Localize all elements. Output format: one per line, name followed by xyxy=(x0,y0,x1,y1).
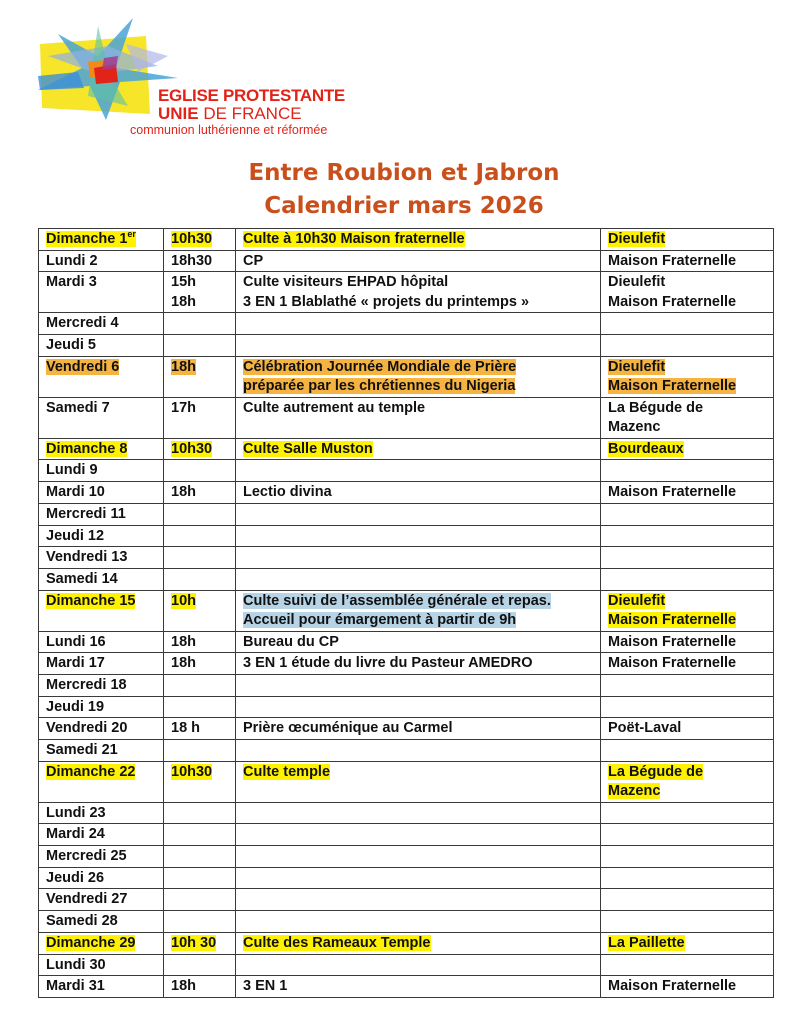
day-text: Lundi 30 xyxy=(46,956,106,973)
day-cell xyxy=(39,846,164,868)
time-cell-text: 18 h xyxy=(171,720,201,737)
time-cell-text: 17h xyxy=(171,399,196,416)
place-cell xyxy=(601,674,774,696)
time-cell-text: 10h xyxy=(171,592,196,609)
day-label xyxy=(46,274,97,290)
time-cell xyxy=(164,356,236,397)
day-label xyxy=(46,870,104,886)
day-label xyxy=(46,742,118,758)
day-label xyxy=(46,677,127,693)
day-cell xyxy=(39,482,164,504)
day-cell xyxy=(39,356,164,397)
time-cell-text: 10h30 xyxy=(171,440,213,457)
calendar-row xyxy=(39,954,774,976)
day-cell xyxy=(39,824,164,846)
day-text: Lundi 23 xyxy=(46,804,106,821)
place-cell-text: Mazenc xyxy=(608,419,661,436)
time-cell xyxy=(164,568,236,590)
time-cell xyxy=(164,653,236,675)
place-cell xyxy=(601,631,774,653)
calendar-row xyxy=(39,313,774,335)
place-cell xyxy=(601,889,774,911)
logo-line-2-rest: DE FRANCE xyxy=(198,104,302,123)
day-cell xyxy=(39,438,164,460)
event-cell xyxy=(236,696,601,718)
time-cell xyxy=(164,525,236,547)
day-cell xyxy=(39,802,164,824)
day-label xyxy=(46,484,105,500)
time-cell xyxy=(164,696,236,718)
event-cell-text: Culte à 10h30 Maison fraternelle xyxy=(243,231,465,247)
place-cell xyxy=(601,976,774,998)
time-cell xyxy=(164,460,236,482)
time-cell xyxy=(164,229,236,251)
calendar-row xyxy=(39,846,774,868)
time-cell-text: 18h xyxy=(171,293,196,310)
day-cell xyxy=(39,568,164,590)
title-line-2: Calendrier mars 2026 xyxy=(264,193,544,219)
event-cell xyxy=(236,335,601,357)
time-cell xyxy=(164,889,236,911)
calendar-row xyxy=(39,696,774,718)
day-cell xyxy=(39,229,164,251)
place-cell-text: La Bégude de xyxy=(608,763,704,780)
calendar-row xyxy=(39,824,774,846)
calendar-row xyxy=(39,911,774,933)
day-text: Mercredi 18 xyxy=(46,676,127,693)
place-cell-text: Maison Fraternelle xyxy=(608,484,737,501)
calendar-row xyxy=(39,525,774,547)
title-line-1: Entre Roubion et Jabron xyxy=(248,160,560,186)
calendar-row xyxy=(39,976,774,998)
day-label xyxy=(46,720,127,736)
place-cell xyxy=(601,460,774,482)
place-cell xyxy=(601,547,774,569)
event-cell-text: Célébration Journée Mondiale de Prière xyxy=(243,358,517,375)
time-cell xyxy=(164,631,236,653)
calendar-row xyxy=(39,438,774,460)
time-cell xyxy=(164,867,236,889)
place-cell xyxy=(601,503,774,525)
day-label xyxy=(46,400,110,416)
place-cell xyxy=(601,590,774,631)
event-cell xyxy=(236,482,601,504)
day-cell xyxy=(39,976,164,998)
calendar-row xyxy=(39,740,774,762)
day-text: Samedi 21 xyxy=(46,742,118,758)
place-cell-text: Maison Fraternelle xyxy=(608,978,737,995)
day-text: Mardi 31 xyxy=(46,978,105,995)
day-cell xyxy=(39,718,164,740)
time-cell-text: 18h xyxy=(171,655,196,672)
time-cell xyxy=(164,482,236,504)
event-cell-text: Lectio divina xyxy=(243,484,332,501)
day-cell xyxy=(39,335,164,357)
day-text: Dimanche 8 xyxy=(46,440,128,457)
place-cell-text: Dieulefit xyxy=(608,274,666,291)
calendar-row xyxy=(39,802,774,824)
time-cell-text: 18h xyxy=(171,978,196,995)
day-cell xyxy=(39,590,164,631)
time-cell xyxy=(164,503,236,525)
time-cell xyxy=(164,932,236,954)
day-label xyxy=(46,549,127,565)
calendar-row xyxy=(39,718,774,740)
calendar-row xyxy=(39,932,774,954)
day-text: Mercredi 4 xyxy=(46,315,119,332)
event-cell xyxy=(236,846,601,868)
event-cell-text: Culte temple xyxy=(243,763,331,780)
event-cell-text: Culte Salle Muston xyxy=(243,440,373,457)
event-cell xyxy=(236,718,601,740)
calendar-row xyxy=(39,889,774,911)
place-cell xyxy=(601,911,774,933)
day-text: Vendredi 13 xyxy=(46,549,128,566)
calendar-row xyxy=(39,631,774,653)
time-cell xyxy=(164,824,236,846)
place-cell-text: Dieulefit xyxy=(608,231,666,247)
place-cell xyxy=(601,718,774,740)
event-cell-text: Accueil pour émargement à partir de 9h xyxy=(243,612,517,629)
day-text: Lundi 16 xyxy=(46,633,106,650)
time-cell xyxy=(164,911,236,933)
calendar-row xyxy=(39,653,774,675)
place-cell-text: Dieulefit xyxy=(608,592,666,609)
event-cell xyxy=(236,272,601,313)
place-cell xyxy=(601,846,774,868)
event-cell xyxy=(236,568,601,590)
day-label xyxy=(46,655,105,671)
place-cell xyxy=(601,397,774,438)
time-cell xyxy=(164,954,236,976)
event-cell xyxy=(236,932,601,954)
day-text: Mardi 10 xyxy=(46,484,105,501)
logo-line-2-bold: UNIE xyxy=(158,104,199,123)
day-label xyxy=(46,891,127,907)
time-cell xyxy=(164,335,236,357)
event-cell xyxy=(236,250,601,272)
day-label xyxy=(46,359,119,375)
event-cell xyxy=(236,503,601,525)
time-cell-text: 18h xyxy=(171,358,196,375)
event-cell xyxy=(236,867,601,889)
place-cell xyxy=(601,824,774,846)
time-cell-text: 10h30 xyxy=(171,231,213,247)
place-cell-text: Bourdeaux xyxy=(608,440,684,457)
calendar-row xyxy=(39,547,774,569)
day-ordinal: er xyxy=(127,229,136,239)
day-label xyxy=(46,506,126,522)
day-text: Jeudi 5 xyxy=(46,337,96,354)
day-label xyxy=(46,764,135,780)
logo-line-1: EGLISE PROTESTANTE xyxy=(158,86,345,105)
day-label xyxy=(46,315,119,331)
event-cell xyxy=(236,802,601,824)
time-cell xyxy=(164,313,236,335)
event-cell xyxy=(236,313,601,335)
place-cell-text: Maison Fraternelle xyxy=(608,655,737,672)
day-label xyxy=(46,957,106,973)
event-cell-text: 3 EN 1 xyxy=(243,978,288,995)
day-cell xyxy=(39,653,164,675)
day-label xyxy=(46,805,106,821)
event-cell xyxy=(236,525,601,547)
place-cell xyxy=(601,335,774,357)
place-cell xyxy=(601,696,774,718)
time-cell xyxy=(164,674,236,696)
place-cell xyxy=(601,932,774,954)
day-text: Lundi 2 xyxy=(46,252,98,269)
day-cell xyxy=(39,954,164,976)
event-cell-text: 3 EN 1 étude du livre du Pasteur AMEDRO xyxy=(243,655,533,672)
day-text: Dimanche 1 xyxy=(46,231,128,247)
place-cell xyxy=(601,802,774,824)
event-cell xyxy=(236,397,601,438)
place-cell xyxy=(601,272,774,313)
time-cell-text: 10h 30 xyxy=(171,934,217,951)
time-cell-text: 18h xyxy=(171,484,196,501)
day-cell xyxy=(39,250,164,272)
event-cell xyxy=(236,954,601,976)
event-cell-text: Culte des Rameaux Temple xyxy=(243,934,431,951)
day-label xyxy=(46,913,118,929)
event-cell xyxy=(236,229,601,251)
calendar-row xyxy=(39,397,774,438)
event-cell-text: Prière œcuménique au Carmel xyxy=(243,720,453,737)
event-cell-text: Culte suivi de l’assemblée générale et repas. xyxy=(243,592,551,609)
day-cell xyxy=(39,397,164,438)
place-cell-text: La Paillette xyxy=(608,934,685,951)
logo-line-2 xyxy=(158,105,345,123)
day-cell xyxy=(39,503,164,525)
event-cell xyxy=(236,356,601,397)
day-label xyxy=(46,848,127,864)
event-cell xyxy=(236,653,601,675)
event-cell xyxy=(236,761,601,802)
event-cell-text: 3 EN 1 Blablathé « projets du printemps » xyxy=(243,293,530,310)
day-label xyxy=(46,978,105,994)
event-cell-text: préparée par les chrétiennes du Nigeria xyxy=(243,378,516,395)
event-cell xyxy=(236,740,601,762)
calendar-row xyxy=(39,460,774,482)
place-cell xyxy=(601,568,774,590)
day-text: Vendredi 27 xyxy=(46,891,128,908)
event-cell-text: CP xyxy=(243,252,264,269)
day-cell xyxy=(39,547,164,569)
calendar-row xyxy=(39,482,774,504)
day-label xyxy=(46,571,118,587)
calendar-row xyxy=(39,335,774,357)
place-cell xyxy=(601,356,774,397)
day-cell xyxy=(39,696,164,718)
day-label xyxy=(46,253,98,269)
place-cell xyxy=(601,438,774,460)
calendar-row xyxy=(39,229,774,251)
day-cell xyxy=(39,674,164,696)
time-cell xyxy=(164,438,236,460)
time-cell xyxy=(164,250,236,272)
event-cell xyxy=(236,911,601,933)
time-cell xyxy=(164,761,236,802)
event-cell xyxy=(236,674,601,696)
day-text: Jeudi 12 xyxy=(46,527,105,544)
day-label xyxy=(46,593,135,609)
day-text: Lundi 9 xyxy=(46,462,98,479)
place-cell xyxy=(601,313,774,335)
event-cell-text: Bureau du CP xyxy=(243,633,339,650)
time-cell xyxy=(164,718,236,740)
calendar-row xyxy=(39,503,774,525)
place-cell xyxy=(601,867,774,889)
place-cell xyxy=(601,525,774,547)
place-cell-text: Maison Fraternelle xyxy=(608,378,737,395)
calendar-row xyxy=(39,761,774,802)
time-cell-text: 18h30 xyxy=(171,252,213,269)
time-cell xyxy=(164,740,236,762)
event-cell-text: Culte autrement au temple xyxy=(243,399,426,416)
event-cell xyxy=(236,824,601,846)
day-text: Mardi 17 xyxy=(46,655,105,672)
calendar-row xyxy=(39,250,774,272)
event-cell xyxy=(236,547,601,569)
day-cell xyxy=(39,911,164,933)
calendar-row xyxy=(39,674,774,696)
calendar-row xyxy=(39,867,774,889)
day-text: Vendredi 20 xyxy=(46,720,128,737)
day-text: Jeudi 19 xyxy=(46,698,105,715)
calendar-body xyxy=(39,229,774,998)
day-text: Jeudi 26 xyxy=(46,869,105,886)
day-cell xyxy=(39,460,164,482)
place-cell xyxy=(601,740,774,762)
event-cell xyxy=(236,889,601,911)
calendar-row xyxy=(39,356,774,397)
epudf-logo xyxy=(38,16,358,136)
time-cell-text: 10h30 xyxy=(171,763,213,780)
calendar-row xyxy=(39,590,774,631)
time-cell-text: 15h xyxy=(171,274,196,291)
day-text: Dimanche 22 xyxy=(46,763,136,780)
time-cell xyxy=(164,272,236,313)
day-text: Mardi 24 xyxy=(46,826,105,843)
day-cell xyxy=(39,313,164,335)
place-cell xyxy=(601,761,774,802)
day-text: Mardi 3 xyxy=(46,274,97,291)
day-text: Samedi 7 xyxy=(46,399,110,416)
day-text: Dimanche 15 xyxy=(46,592,136,609)
event-cell xyxy=(236,976,601,998)
day-cell xyxy=(39,932,164,954)
place-cell xyxy=(601,229,774,251)
day-label xyxy=(46,528,104,544)
day-label xyxy=(46,634,106,650)
time-cell xyxy=(164,802,236,824)
day-text: Samedi 14 xyxy=(46,570,118,587)
place-cell xyxy=(601,250,774,272)
place-cell xyxy=(601,954,774,976)
event-cell xyxy=(236,631,601,653)
day-text: Mercredi 11 xyxy=(46,505,126,522)
day-label xyxy=(46,699,104,715)
day-label xyxy=(46,337,96,353)
day-label xyxy=(46,826,105,842)
place-cell-text: Maison Fraternelle xyxy=(608,293,737,310)
time-cell xyxy=(164,590,236,631)
time-cell xyxy=(164,976,236,998)
place-cell xyxy=(601,653,774,675)
day-cell xyxy=(39,867,164,889)
day-cell xyxy=(39,889,164,911)
day-label xyxy=(46,462,98,478)
logo-tagline: communion luthérienne et réformée xyxy=(130,123,328,137)
day-text: Mercredi 25 xyxy=(46,848,127,865)
place-cell-text: Maison Fraternelle xyxy=(608,612,737,629)
calendar-row xyxy=(39,568,774,590)
time-cell xyxy=(164,397,236,438)
event-cell-text: Culte visiteurs EHPAD hôpital xyxy=(243,274,449,291)
day-cell xyxy=(39,631,164,653)
day-cell xyxy=(39,761,164,802)
day-text: Samedi 28 xyxy=(46,913,118,930)
time-cell-text: 18h xyxy=(171,633,196,650)
place-cell-text: Poët-Laval xyxy=(608,720,682,737)
event-cell xyxy=(236,590,601,631)
time-cell xyxy=(164,846,236,868)
day-text: Vendredi 6 xyxy=(46,358,120,375)
day-label xyxy=(46,231,136,247)
calendar-table xyxy=(38,228,774,998)
place-cell-text: Dieulefit xyxy=(608,358,666,375)
day-cell xyxy=(39,272,164,313)
day-text: Dimanche 29 xyxy=(46,934,136,951)
day-label xyxy=(46,935,135,951)
place-cell-text: Maison Fraternelle xyxy=(608,633,737,650)
day-cell xyxy=(39,740,164,762)
place-cell-text: Mazenc xyxy=(608,783,661,800)
calendar-row xyxy=(39,272,774,313)
event-cell xyxy=(236,460,601,482)
place-cell-text: Maison Fraternelle xyxy=(608,252,737,269)
place-cell-text: La Bégude de xyxy=(608,399,704,416)
day-label xyxy=(46,441,127,457)
event-cell xyxy=(236,438,601,460)
time-cell xyxy=(164,547,236,569)
place-cell xyxy=(601,482,774,504)
day-cell xyxy=(39,525,164,547)
